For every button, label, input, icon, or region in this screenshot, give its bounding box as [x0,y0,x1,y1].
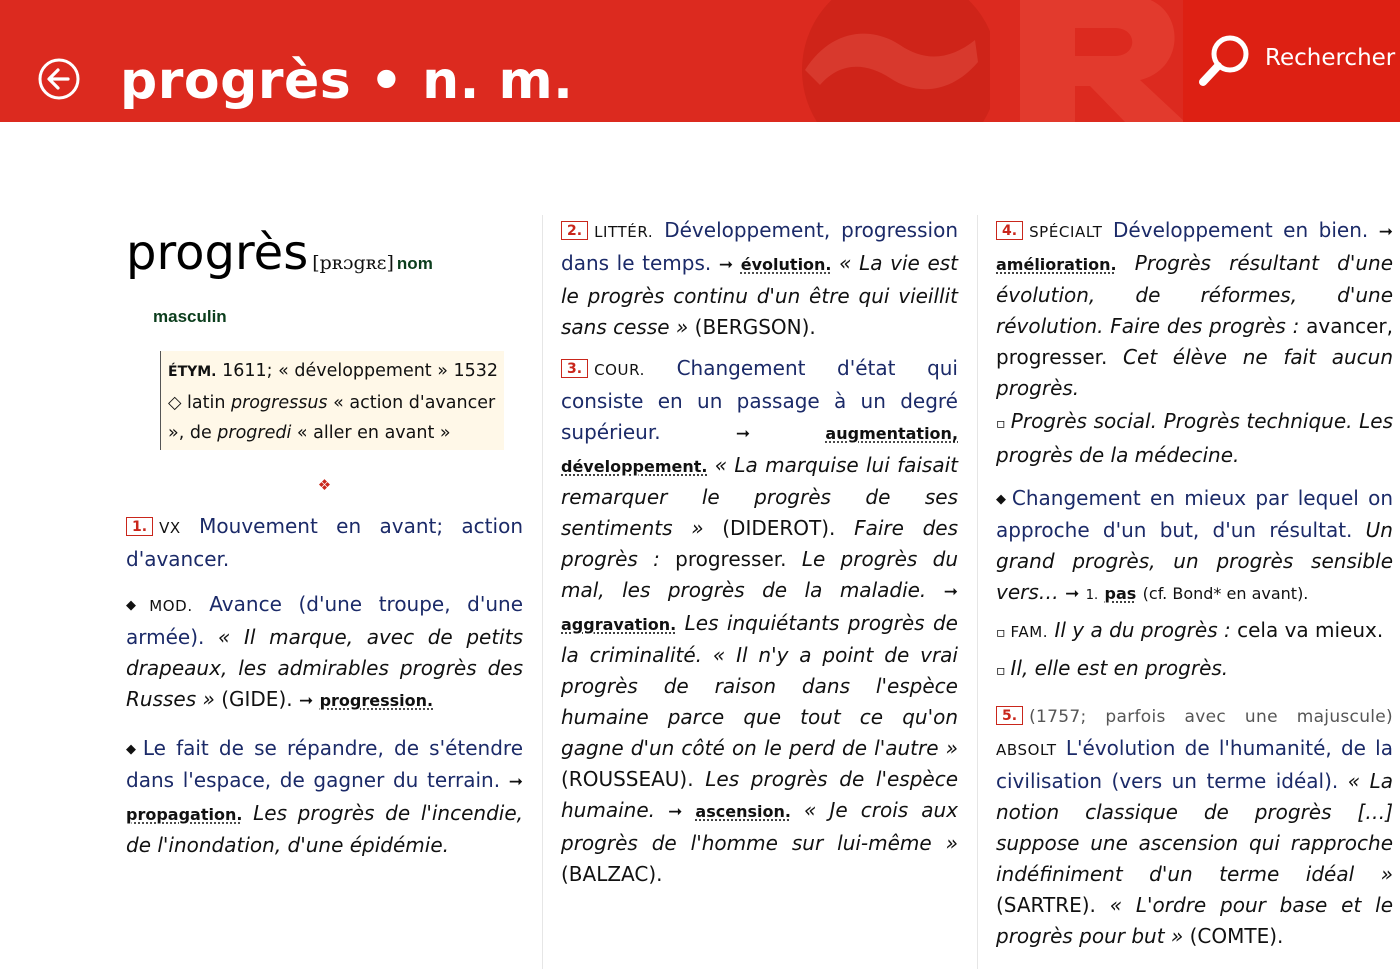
domain-label: MOD. [149,596,193,615]
sense-1-spread [126,733,523,861]
etymology-box [160,351,504,450]
gender-label: masculin [153,307,227,326]
author: (BERGSON). [694,315,816,339]
sense-4-improvement [996,483,1393,611]
page-title: progrès • n. m. [120,51,574,111]
definition: Avance (d'une troupe, d'une armée). [126,591,524,649]
definition: L'évolution de l'humanité, de la civilisation (vers un terme idéal). [996,736,1393,793]
sense-number: 2. [561,221,588,240]
section-divider-icon: ❖ [317,475,332,494]
gloss: cela va mieux. [1237,618,1384,642]
author: (GIDE). [221,686,293,711]
author: (COMTE). [1189,924,1284,948]
sense-4-fam [996,615,1393,649]
sense-number: 1. [126,517,153,536]
example: « L'ordre pour base et le progrès pour but » [996,893,1394,948]
author: (ROUSSEAU). [561,767,694,791]
sense-5 [996,700,1393,952]
example: « La marquise lui faisait remarquer le progrès de ses sentiments » [561,453,958,540]
arrow-icon: ➞ [1378,222,1393,242]
diamond-bullet-icon: ◆ [996,492,1009,507]
note: (cf. Bond* en avant). [1142,584,1309,603]
square-bullet-icon: ▫ [996,625,1006,641]
cross-reference-link[interactable]: développement. [561,457,708,476]
cross-reference-link[interactable]: pas [1104,584,1137,603]
definition: Changement d'état qui consiste en un passage à un degré supérieur. [561,356,958,444]
example: Cet élève ne fait aucun progrès. [996,345,1393,400]
app-header [0,0,1400,122]
sense-1 [126,511,523,575]
etymology-text: « action d'avancer », de [168,392,496,443]
sense-4-examples [996,406,1393,471]
domain-label: FAM. [1010,623,1049,641]
cross-reference-link[interactable]: augmentation, [825,424,959,443]
etymology-latin: progredi [217,423,292,443]
back-arrow-icon[interactable] [38,58,80,100]
pronunciation: [pʀɔgʀɛ] [312,252,394,274]
arrow-icon: ➞ [718,255,734,275]
definition: Mouvement en avant; action d'avancer. [126,513,523,571]
example: Faire des progrès : [561,516,959,571]
part-of-speech: nom [396,254,433,273]
author: (DIDEROT). [722,516,836,540]
example: « Il marque, avec de petits drapeaux, les admirables progrès des Russes » [126,624,524,711]
headword-line [126,225,523,281]
cross-reference-link[interactable]: amélioration. [996,255,1117,274]
gloss: progresser. [675,547,787,571]
dictionary-logo-watermark [980,0,1185,122]
arrow-icon: ➞ [1065,584,1080,604]
example: Les progrès de l'incendie, de l'inondation, d'une épidémie. [126,800,523,857]
example: Le progrès du mal, les progrès de la maladie. [561,547,958,602]
arrow-icon: ➞ [943,582,959,602]
arrow-icon: ➞ [735,424,751,444]
definition-column-3 [996,215,1393,952]
etymology-text: « aller en avant » [291,423,451,443]
definition-column-2 [561,215,958,890]
search-button-label: Rechercher [1265,45,1396,71]
definition: Le fait de se répandre, de s'étendre dans l'espace, de gagner du terrain. [126,735,524,792]
sense-4 [996,215,1393,404]
date-note: (1757; parfois avec une majuscule) [1029,707,1393,727]
etymology-text: 1611; « développement » 1532 ◇ latin [168,361,499,413]
sense-1-mod [126,589,523,717]
example: Progrès résultant d'une évolution, de réformes, d'une révolution. Faire des progrès : [996,251,1394,338]
sense-4-state [996,653,1393,687]
etymology-label: ÉTYM. [168,364,217,380]
example: « La vie est le progrès continu d'un être qui vieillit sans cesse » [561,251,959,339]
diamond-bullet-icon: ◆ [126,597,147,613]
tilde-watermark [800,0,990,122]
definition: Développement en bien. [1113,218,1369,242]
example: Un grand progrès, un progrès sensible vers… [996,518,1393,604]
gloss: avancer, progresser. [996,314,1394,369]
sense-number: 3. [561,359,588,378]
cross-reference-link[interactable]: ascension. [695,802,791,821]
example: Il, elle est en progrès. [1010,656,1229,680]
diamond-bullet-icon: ◆ [126,741,140,757]
square-bullet-icon: ▫ [996,663,1006,679]
domain-label: COUR. [594,361,645,379]
headword: progrès [126,225,309,281]
definition: Changement en mieux par lequel on approche d'un but, d'un résultat. [996,486,1393,542]
example: « La notion classique de progrès […] suppose une ascension qui rapproche indéfiniment d'un terme idéal » [996,769,1394,886]
column-divider [542,215,543,969]
magnifier-icon [1197,32,1253,90]
author: (SARTRE). [996,893,1096,917]
cross-reference-number: 1. [1085,588,1099,603]
sense-2 [561,215,958,343]
sense-number: 5. [996,706,1023,725]
author: (BALZAC). [561,862,663,886]
domain-label: ABSOLT [996,741,1057,759]
cross-reference-link[interactable]: propagation. [126,804,243,824]
arrow-icon: ➞ [508,771,524,792]
cross-reference-link[interactable]: aggravation. [561,615,677,634]
domain-label: LITTÉR. [594,223,654,241]
cross-reference-link[interactable]: évolution. [740,255,832,274]
etymology-latin: progressus [231,392,328,413]
example: « Je crois aux progrès de l'homme sur lui-même » [561,798,959,855]
domain-label: SPÉCIALT [1029,223,1103,241]
arrow-icon: ➞ [298,690,314,711]
arrow-icon: ➞ [668,802,683,822]
example: Il y a du progrès : [1054,618,1231,642]
example: Les inquiétants progrès de la criminalité. « Il n'y a point de vrai progrès de raison dans l'espèce humaine parce que tout ce qu'on gagne d'un côté on le perd de l'autre » [561,611,958,760]
example: Les progrès de l'espèce humaine. [561,767,958,822]
cross-reference-link[interactable]: progression. [319,690,434,710]
domain-label: VX [159,518,181,537]
definition-column-1 [126,215,523,861]
search-button[interactable] [1183,0,1400,122]
sense-3 [561,353,958,890]
sense-number: 4. [996,221,1023,240]
example: Progrès social. Progrès technique. Les progrès de la médecine. [996,409,1393,467]
column-divider [977,215,978,969]
square-bullet-icon: ▫ [996,416,1006,432]
definition: Développement, progression dans le temps. [561,218,958,275]
